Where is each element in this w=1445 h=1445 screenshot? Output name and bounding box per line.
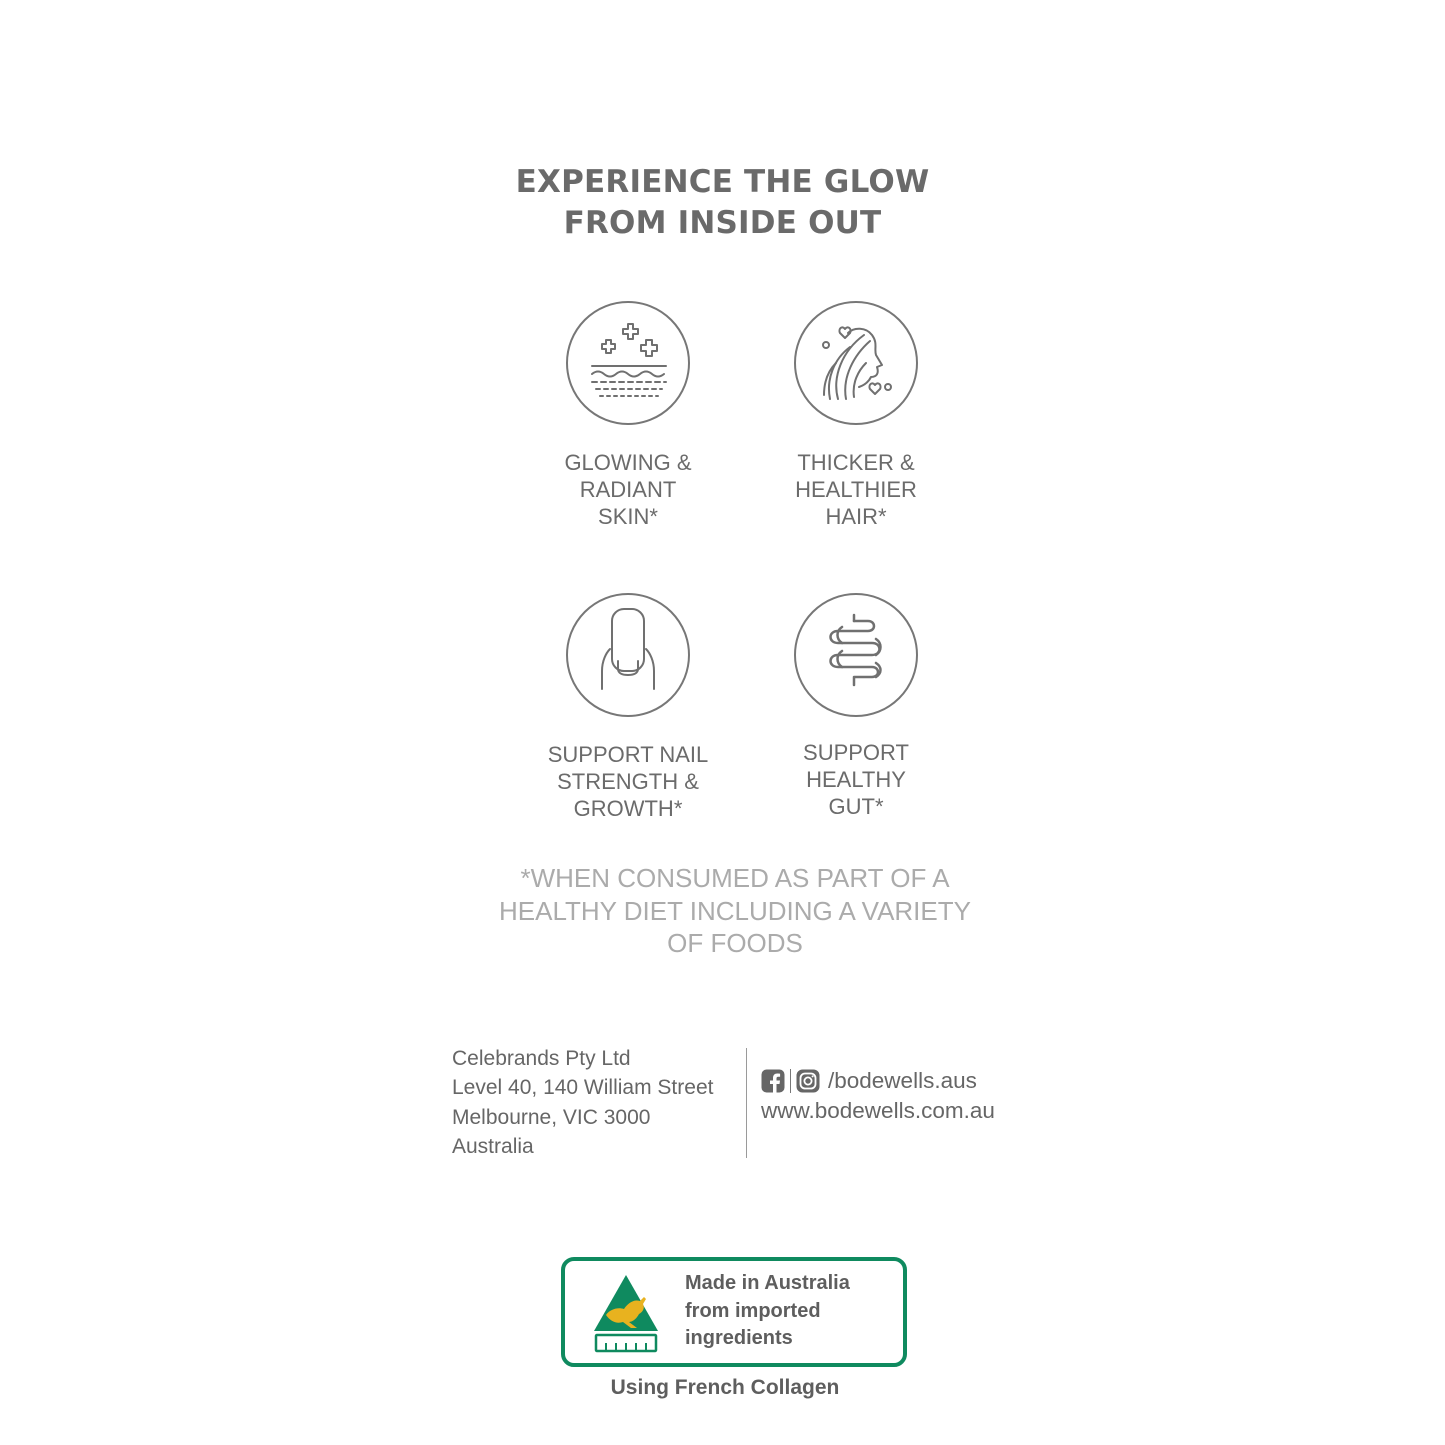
social-handle[interactable]: /bodewells.aus [828, 1068, 977, 1093]
benefit-nail [508, 593, 748, 822]
benefit-nail-label [508, 741, 748, 822]
badge-line-2: from imported [685, 1299, 821, 1322]
badge-line-3: ingredients [685, 1327, 793, 1349]
benefit-hair-label [736, 449, 976, 530]
benefit-gut [736, 593, 976, 820]
benefit-skin-line: GLOWING & [564, 450, 692, 475]
benefit-gut-label [736, 739, 976, 820]
benefit-skin [508, 301, 748, 530]
benefit-gut-line: SUPPORT [803, 740, 909, 765]
benefit-hair-line: THICKER & [797, 450, 915, 475]
facebook-icon[interactable] [761, 1069, 785, 1093]
social-contact [761, 1066, 995, 1124]
disclaimer-line-1: *WHEN CONSUMED AS PART OF A [520, 863, 950, 893]
gut-icon [796, 595, 916, 715]
company-address [452, 1044, 713, 1161]
nail-icon [568, 595, 688, 715]
benefit-nail-line: SUPPORT NAIL [547, 742, 709, 767]
social-icons [761, 1069, 820, 1093]
benefit-hair [736, 301, 976, 530]
badge-text [685, 1270, 850, 1353]
contact-divider [746, 1048, 747, 1158]
benefit-nail-line: GROWTH* [573, 796, 683, 821]
badge-line-1: Made in Australia [685, 1272, 850, 1294]
address-country: Australia [452, 1134, 534, 1158]
benefit-skin-circle [566, 301, 690, 425]
benefit-gut-circle [794, 593, 918, 717]
benefit-nail-line: STRENGTH & [557, 769, 699, 794]
social-row [761, 1066, 995, 1096]
benefit-hair-line: HAIR* [825, 504, 887, 529]
benefit-gut-line: HEALTHY [806, 767, 906, 792]
benefit-skin-line: RADIANT [579, 477, 677, 502]
headline-line-1: EXPERIENCE THE GLOW [515, 164, 930, 200]
instagram-icon[interactable] [796, 1069, 820, 1093]
hair-icon [796, 303, 916, 423]
benefit-skin-line: SKIN* [598, 504, 658, 529]
benefit-skin-label [508, 449, 748, 530]
social-icons-separator [790, 1069, 791, 1093]
benefit-hair-line: HEALTHIER [795, 477, 917, 502]
kangaroo-logo-icon [590, 1271, 662, 1359]
made-in-australia-badge [561, 1257, 907, 1367]
disclaimer-line-3: OF FOODS [667, 928, 803, 958]
website-link[interactable]: www.bodewells.com.au [761, 1098, 995, 1123]
headline-line-2: FROM INSIDE OUT [563, 205, 882, 241]
skin-icon [568, 303, 688, 423]
disclaimer [0, 862, 1445, 960]
badge-footer: Using French Collagen [610, 1376, 840, 1399]
disclaimer-line-2: HEALTHY DIET INCLUDING A VARIETY [499, 895, 971, 926]
company-name: Celebrands Pty Ltd [452, 1047, 631, 1070]
address-city: Melbourne, VIC 3000 [452, 1105, 651, 1129]
benefit-gut-line: GUT* [828, 794, 884, 819]
benefit-nail-circle [566, 593, 690, 717]
benefit-hair-circle [794, 301, 918, 425]
headline [0, 162, 1445, 244]
address-street: Level 40, 140 William Street [452, 1076, 714, 1100]
